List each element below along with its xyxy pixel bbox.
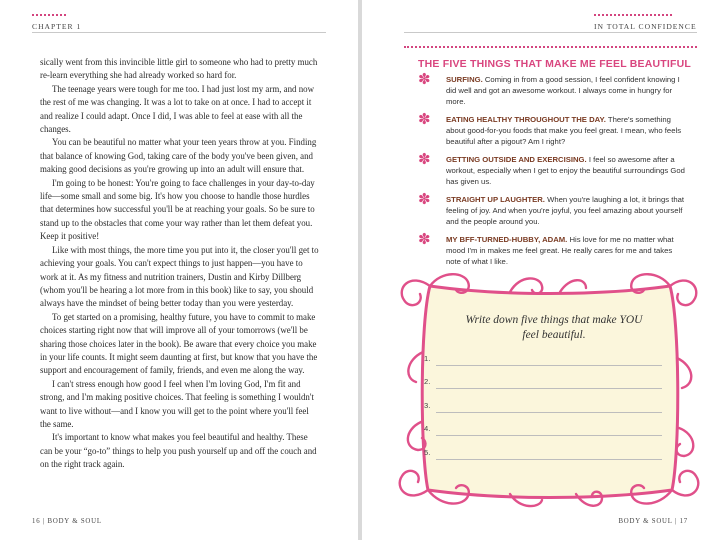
writing-prompt: Write down five things that make YOU feel beautiful. (465, 314, 643, 341)
running-head-left: CHAPTER 1 (32, 22, 82, 31)
asterisk-flower-icon: ✽ (418, 71, 431, 88)
list-item (418, 191, 688, 227)
paragraph: Like with most things, the more time you put into it, the closer you'll get to achieving your goals. You can't expect things to just happen—you have to work at it. As my fitness and nutrition trainers, Dustin and Kirby Dillberg (whom you'll be hearing a lot more from in this book) like to say, you should always have the mindset of being better today than you were yesterday. (40, 244, 319, 309)
body-text (40, 56, 320, 472)
item-title: STRAIGHT UP LAUGHTER. (446, 195, 545, 204)
line-number: 4. (424, 424, 431, 434)
folio-right: BODY & SOUL | 17 (618, 518, 688, 525)
blank-line (436, 412, 662, 413)
header-rule (404, 32, 697, 33)
item-text: His love for me no matter what mood I'm in makes me feel great. He really cares for me and takes note of what I like. (446, 235, 674, 266)
folio-left: 16 | BODY & SOUL (32, 518, 102, 525)
list-item (418, 71, 688, 107)
asterisk-flower-icon: ✽ (418, 231, 431, 248)
asterisk-flower-icon: ✽ (418, 191, 431, 208)
left-page (0, 0, 358, 540)
paragraph: It's important to know what makes you feel beautiful and healthy. These can be your “go-to” things to help you push yourself up and off the couch and on the right track again. (40, 432, 317, 470)
write-in-lines (424, 351, 662, 468)
item-title: GETTING OUTSIDE AND EXERCISING. (446, 155, 587, 164)
write-line (424, 445, 662, 468)
line-number: 3. (424, 400, 431, 410)
right-page (362, 0, 720, 540)
item-title: EATING HEALTHY THROUGHOUT THE DAY. (446, 115, 606, 124)
asterisk-flower-icon: ✽ (418, 111, 431, 128)
paragraph: To get started on a promising, healthy future, you have to commit to make choices starting right now that will improve all of your tomorrows (we'll be sharing those choices later in the book). Be aware that every choice you make in your life counts. It might seem daunting at first, but know that you have the support and encouragement of family, friends, and even me along the way. (40, 311, 318, 376)
write-line (424, 398, 662, 421)
write-line (424, 374, 662, 397)
item-title: MY BFF-TURNED-HUBBY, ADAM. (446, 235, 568, 244)
sidebar-title: THE FIVE THINGS THAT MAKE ME FEEL BEAUTIFUL (418, 58, 692, 70)
header-dots (594, 14, 672, 20)
blank-line (436, 435, 662, 436)
line-number: 5. (424, 447, 431, 457)
paragraph: You can be beautiful no matter what your teen years throw at you. Finding that balance of knowing God, taking care of the body you've been given, and making good decisions as you're growing up into an adult will ensure that. (40, 137, 317, 175)
sidebar-top-dots (404, 46, 697, 51)
header-rule (32, 32, 326, 33)
asterisk-flower-icon: ✽ (418, 151, 431, 168)
item-text: When you're laughing a lot, it brings that feeling of joy. And when you're joyful, you feel amazing about yourself and the people around you. (446, 195, 685, 226)
list-item (418, 151, 688, 187)
blank-line (436, 459, 662, 460)
blank-line (436, 388, 662, 389)
paragraph: I can't stress enough how good I feel when I'm loving God, I'm fit and strong, and I'm making positive choices. That feeling is something I wouldn't want to live without—and I know you will get to the point where you'll feel the same. (40, 378, 314, 429)
item-text: Coming in from a good session, I feel confident knowing I did well and got an awesome workout. I always come in hungry for more. (446, 75, 680, 106)
running-head-right: IN TOTAL CONFIDENCE (594, 22, 697, 31)
list-item (418, 111, 688, 147)
write-line (424, 421, 662, 444)
header-dots (32, 14, 66, 20)
item-text: There's something about good-for-you foods that make you feel great. I mean, who feels beautiful after a pigout? Am I right? (446, 115, 682, 146)
paragraph: sically went from this invincible little girl to someone who had to pretty much re-learn everything she had already worked so hard for. (40, 57, 318, 81)
paragraph: I'm going to be honest: You're going to face challenges in your day-to-day life—some small and some big. It's how you choose to handle those hurdles that determines how successful you'll be at reaching your goals. So be sure to stand up to the obstacles that come your way rather than let them defeat you. Keep it positive! (40, 177, 315, 242)
write-line (424, 351, 662, 374)
item-text: I feel so awesome after a workout, especially when I get to enjoy the beautiful surroundings God has given us. (446, 155, 685, 186)
paragraph: The teenage years were tough for me too. I had just lost my arm, and now the rest of me was changing. It was a lot to take on at once. I had to accept it and realize I could adapt. Once I did, I was able to feel at ease with all the changes. (40, 83, 314, 135)
item-title: SURFING. (446, 75, 483, 84)
beauty-list (418, 71, 688, 274)
line-number: 1. (424, 354, 431, 363)
line-number: 2. (424, 377, 431, 387)
blank-line (436, 365, 662, 366)
